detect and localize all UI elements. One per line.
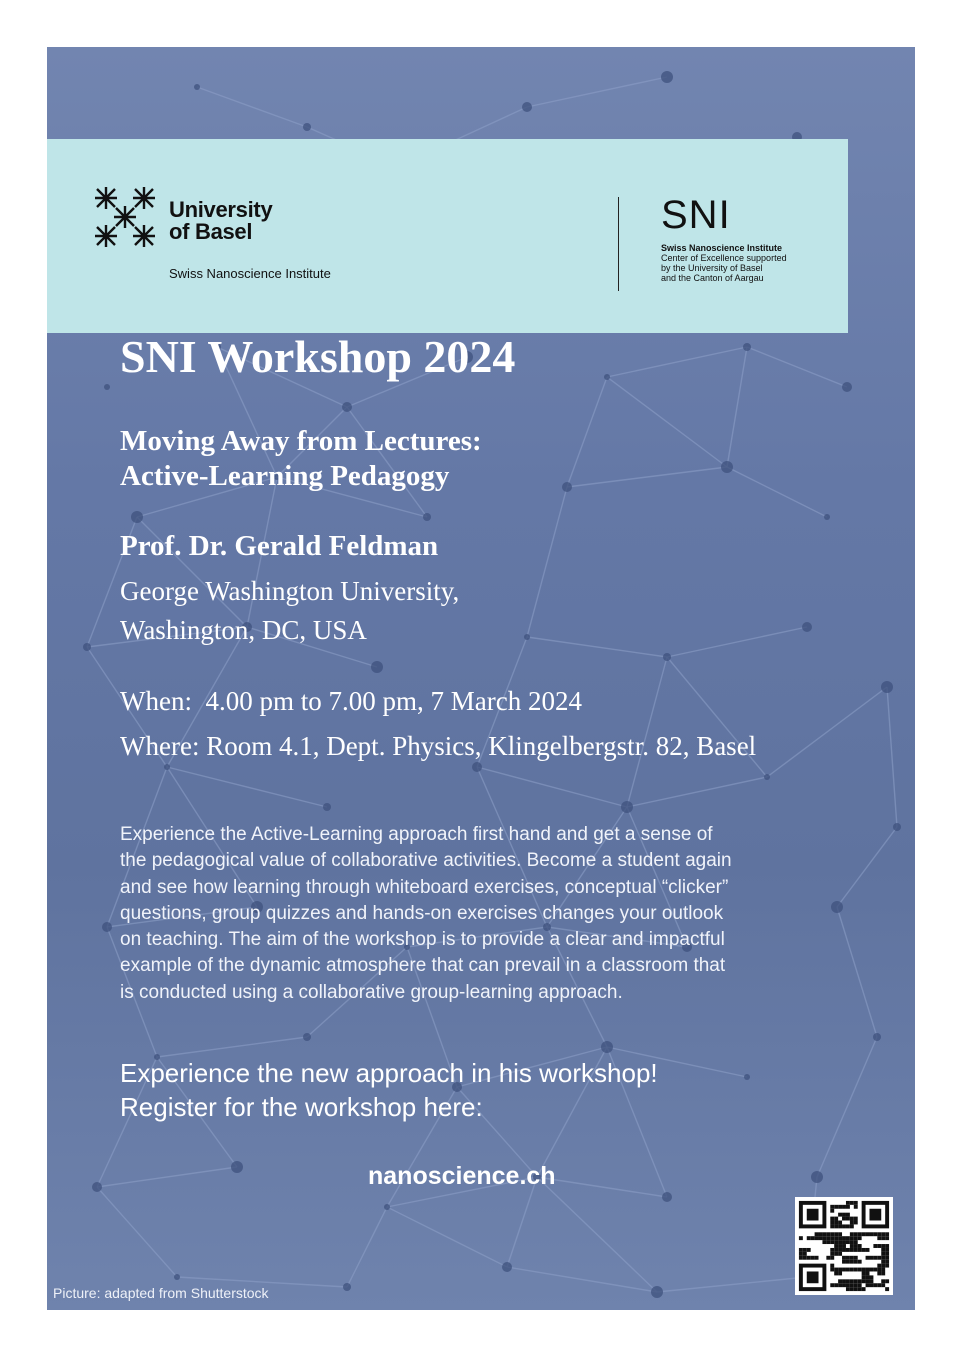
description-line: questions, group quizzes and hands-on exercises changes your outlook [120, 902, 724, 924]
description-line: is conducted using a collaborative group-learning approach. [120, 981, 623, 1003]
event-when: When: 4.00 pm to 7.00 pm, 7 March 2024 [120, 686, 582, 716]
university-name-line1: University [169, 197, 273, 222]
event-subtitle-line1: Moving Away from Lectures: [120, 425, 482, 457]
affiliation-line2: Washington, DC, USA [120, 615, 367, 645]
description-line: and see how learning through whiteboard exercises, conceptual “clicker” [120, 876, 729, 898]
speaker-name: Prof. Dr. Gerald Feldman [120, 530, 439, 562]
speaker-affiliation [120, 572, 459, 650]
picture-credit: Picture: adapted from Shutterstock [53, 1285, 269, 1301]
sni-line3: by the University of Basel [661, 263, 763, 273]
sni-line2: Center of Excellence supported [661, 253, 787, 263]
header-divider [618, 197, 619, 291]
affiliation-line1: George Washington University, [120, 576, 460, 606]
header-band [47, 139, 848, 333]
sni-logo [661, 195, 731, 235]
description-line: example of the dynamic atmosphere that can prevail in a classroom that [120, 955, 726, 977]
event-subtitle [120, 424, 482, 494]
description-line: on teaching. The aim of the workshop is to provide a clear and impactful [120, 929, 725, 951]
event-description [120, 822, 860, 1006]
event-subtitle-line2: Active-Learning Pedagogy [120, 460, 450, 492]
cta-line2: Register for the workshop here: [120, 1092, 483, 1122]
event-where: Where: Room 4.1, Dept. Physics, Klingelbergstr. 82, Basel [120, 731, 757, 761]
sni-logo-text: SNI [661, 193, 731, 237]
call-to-action [120, 1056, 658, 1124]
qr-code-icon[interactable] [795, 1197, 893, 1295]
registration-link[interactable]: nanoscience.ch [368, 1162, 556, 1190]
university-name-line2: of Basel [169, 219, 253, 244]
university-name [169, 199, 272, 243]
university-of-basel-logo-icon [93, 185, 157, 249]
sni-line4: and the Canton of Aargau [661, 273, 764, 283]
cta-line1: Experience the new approach in his workshop! [120, 1058, 658, 1088]
description-line: Experience the Active-Learning approach first hand and get a sense of [120, 824, 713, 845]
event-title: SNI Workshop 2024 [120, 331, 516, 382]
sni-description [661, 243, 787, 283]
university-subtitle: Swiss Nanoscience Institute [169, 266, 331, 281]
description-line: the pedagogical value of collaborative activities. Become a student again [120, 850, 732, 872]
sni-line1: Swiss Nanoscience Institute [661, 243, 783, 253]
